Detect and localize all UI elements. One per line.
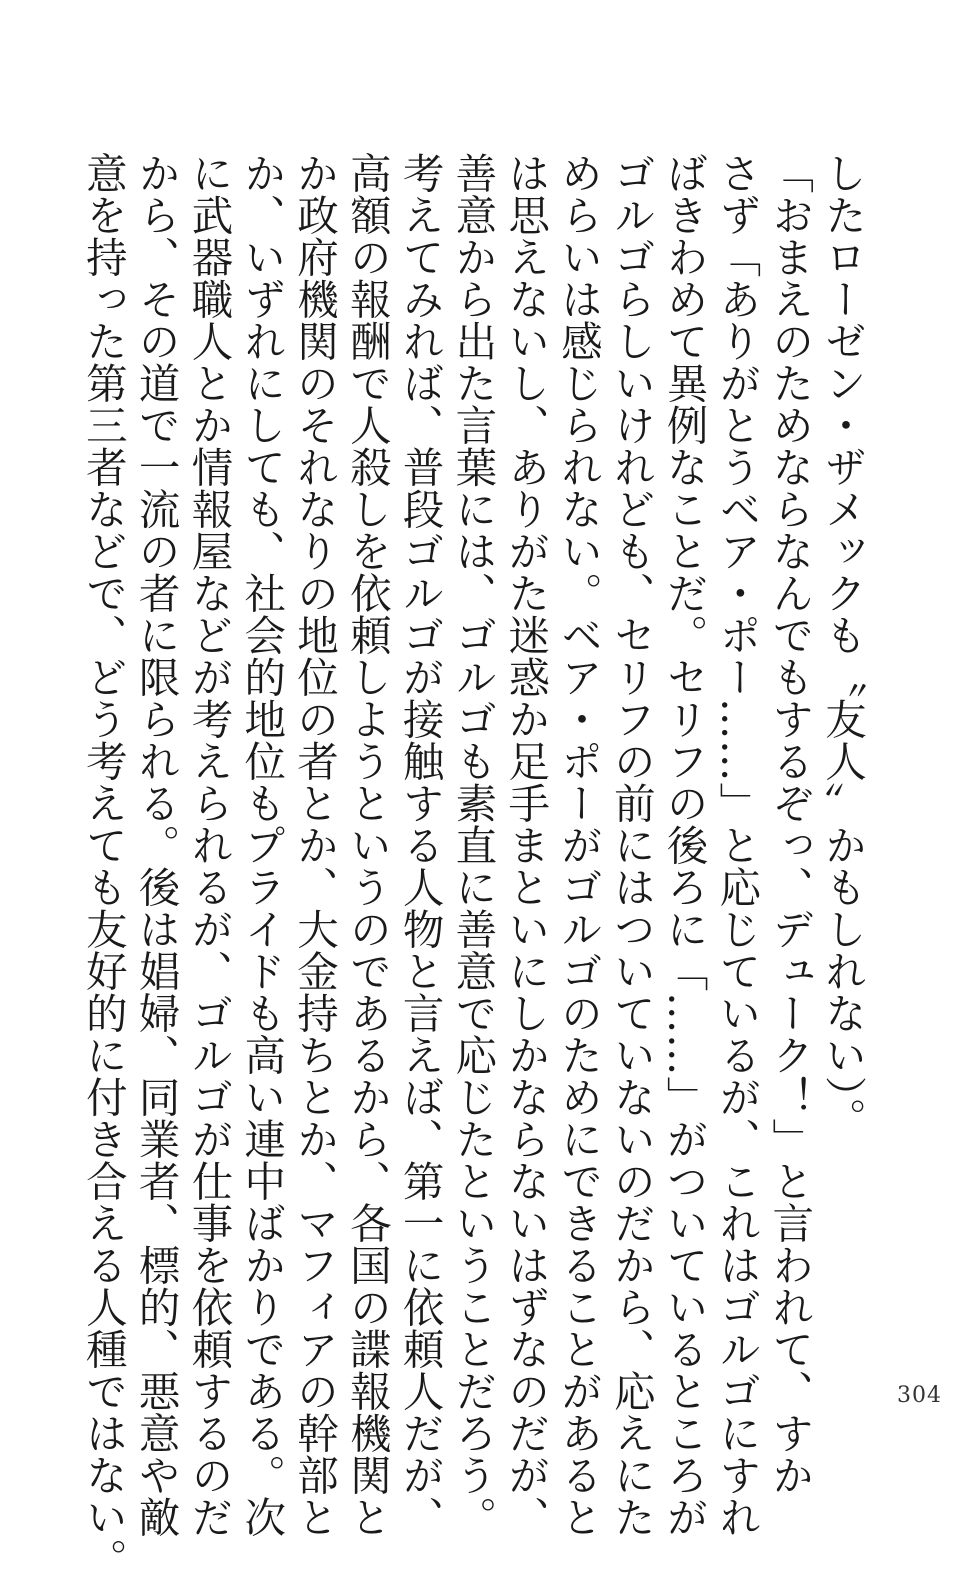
text-line: 考えてみれば、普段ゴルゴが接触する人物と言えば、第一に依頼人だが、: [395, 152, 445, 1538]
text-line: 善意から出た言葉には、ゴルゴも素直に善意で応じたということだろう。: [448, 152, 498, 1538]
text-line: ばきわめて異例なことだ。セリフの後ろに「……」がついているところが: [659, 152, 709, 1538]
text-line: に武器職人とか情報屋などが考えられるが、ゴルゴが仕事を依頼するのだ: [184, 152, 234, 1538]
vertical-text-block: [78, 152, 868, 1580]
text-line: か政府機関のそれなりの地位の者とか、大金持ちとか、マフィアの幹部と: [290, 152, 340, 1538]
text-line: したローゼン・ザメックも〝友人〟かもしれない）。: [818, 152, 867, 1140]
text-line: ゴルゴらしいけれども、セリフの前にはついていないのだから、応えにた: [606, 152, 656, 1538]
text-line: 高額の報酬で人殺しを依頼しようというのであるから、各国の諜報機関と: [342, 152, 392, 1538]
text-line: か、いずれにしても、社会的地位もプライドも高い連中ばかりである。次: [237, 152, 287, 1538]
text-line: めらいは感じられない。ベア・ポーがゴルゴのためにできることがあると: [554, 152, 604, 1538]
text-line: 「おまえのためならなんでもするぞっ、デューク！」と言われて、すか: [765, 152, 815, 1496]
text-line: 意を持った第三者などで、どう考えても友好的に付き合える人種ではない。: [78, 152, 128, 1580]
text-line: さず「ありがとうベア・ポー……」と応じているが、これはゴルゴにすれ: [712, 152, 762, 1538]
page-number: 304: [897, 1383, 942, 1408]
text-line: は思えないし、ありがた迷惑か足手まといにしかならないはずなのだが、: [501, 152, 551, 1538]
text-line: から、その道で一流の者に限られる。後は娼婦、同業者、標的、悪意や敵: [131, 152, 181, 1538]
